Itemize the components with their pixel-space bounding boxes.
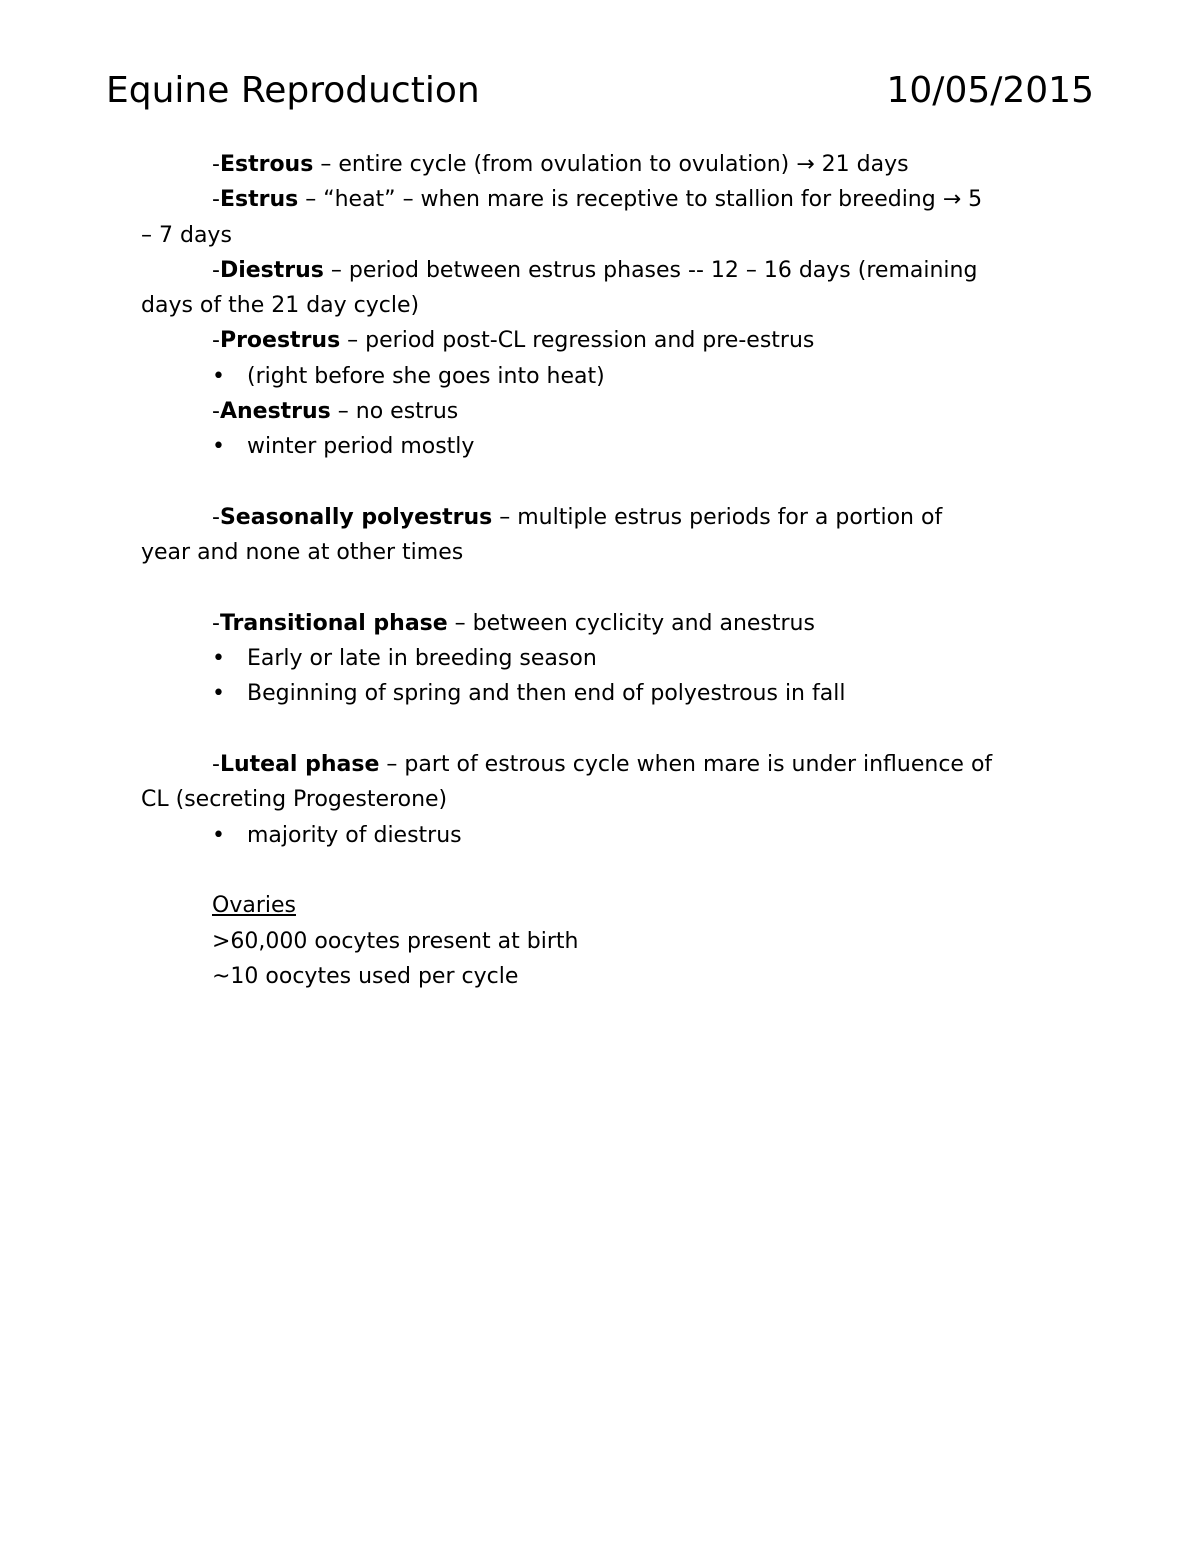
note-item-transitional-phase: -Transitional phase – between cyclicity and anestrus xyxy=(212,610,815,636)
note-item-oocytes-birth: >60,000 oocytes present at birth xyxy=(212,928,579,954)
note-item-estrous: -Estrous – entire cycle (from ovulation to ovulation) → 21 days xyxy=(212,152,909,177)
bullet-icon: • xyxy=(212,434,225,460)
note-item-estrus: -Estrus – “heat” – when mare is receptive to stallion for breeding → 5 – 7 days xyxy=(141,187,983,248)
term-estrous: Estrous xyxy=(219,152,314,177)
sub-bullet: • (right before she goes into heat) xyxy=(0,359,1200,394)
arrow-icon: → xyxy=(796,152,815,177)
note-item-ovaries-heading xyxy=(0,888,1200,923)
sub-bullet: • winter period mostly xyxy=(0,429,1200,464)
arrow-icon: → xyxy=(942,187,962,213)
empty-item xyxy=(0,712,1200,747)
term-luteal-phase: Luteal phase xyxy=(219,752,380,778)
sub-bullet: • majority of diestrus xyxy=(0,818,1200,853)
empty-item xyxy=(0,465,1200,500)
bullet-icon: • xyxy=(212,681,225,707)
document-header xyxy=(106,70,1094,111)
bullet-icon: • xyxy=(212,646,225,672)
note-item-anestrus: -Anestrus – no estrus xyxy=(212,399,459,425)
term-proestrus: Proestrus xyxy=(219,328,341,354)
note-item-luteal-phase: -Luteal phase – part of estrous cycle when mare is under influence of CL (secreting Progesterone) xyxy=(141,752,993,813)
notes-body xyxy=(0,147,1200,994)
note-item-diestrus: -Diestrus – period between estrus phases -- 12 – 16 days (remaining days of the 21 day cycle) xyxy=(141,257,978,319)
note-item-oocytes-cycle: ~10 oocytes used per cycle xyxy=(212,963,519,989)
sub-bullet: • Early or late in breeding season xyxy=(0,641,1200,676)
term-transitional-phase: Transitional phase xyxy=(219,610,448,636)
note-item-proestrus: -Proestrus – period post-CL regression and pre-estrus xyxy=(212,328,815,354)
section-heading-ovaries: Ovaries xyxy=(212,893,296,919)
document-title: Equine Reproduction xyxy=(106,70,480,111)
empty-item xyxy=(0,571,1200,606)
document-date: 10/05/2015 xyxy=(886,70,1094,111)
term-seasonally-polyestrus: Seasonally polyestrus xyxy=(219,504,493,530)
bullet-icon: • xyxy=(212,363,225,389)
term-diestrus: Diestrus xyxy=(219,257,324,283)
bullet-icon: • xyxy=(212,822,225,848)
term-estrus: Estrus xyxy=(219,187,299,213)
sub-bullet: • Beginning of spring and then end of polyestrous in fall xyxy=(0,676,1200,711)
note-item-seasonally-polyestrus: -Seasonally polyestrus – multiple estrus periods for a portion of year and none at other times xyxy=(141,504,943,566)
term-anestrus: Anestrus xyxy=(219,399,331,425)
empty-item xyxy=(0,853,1200,888)
